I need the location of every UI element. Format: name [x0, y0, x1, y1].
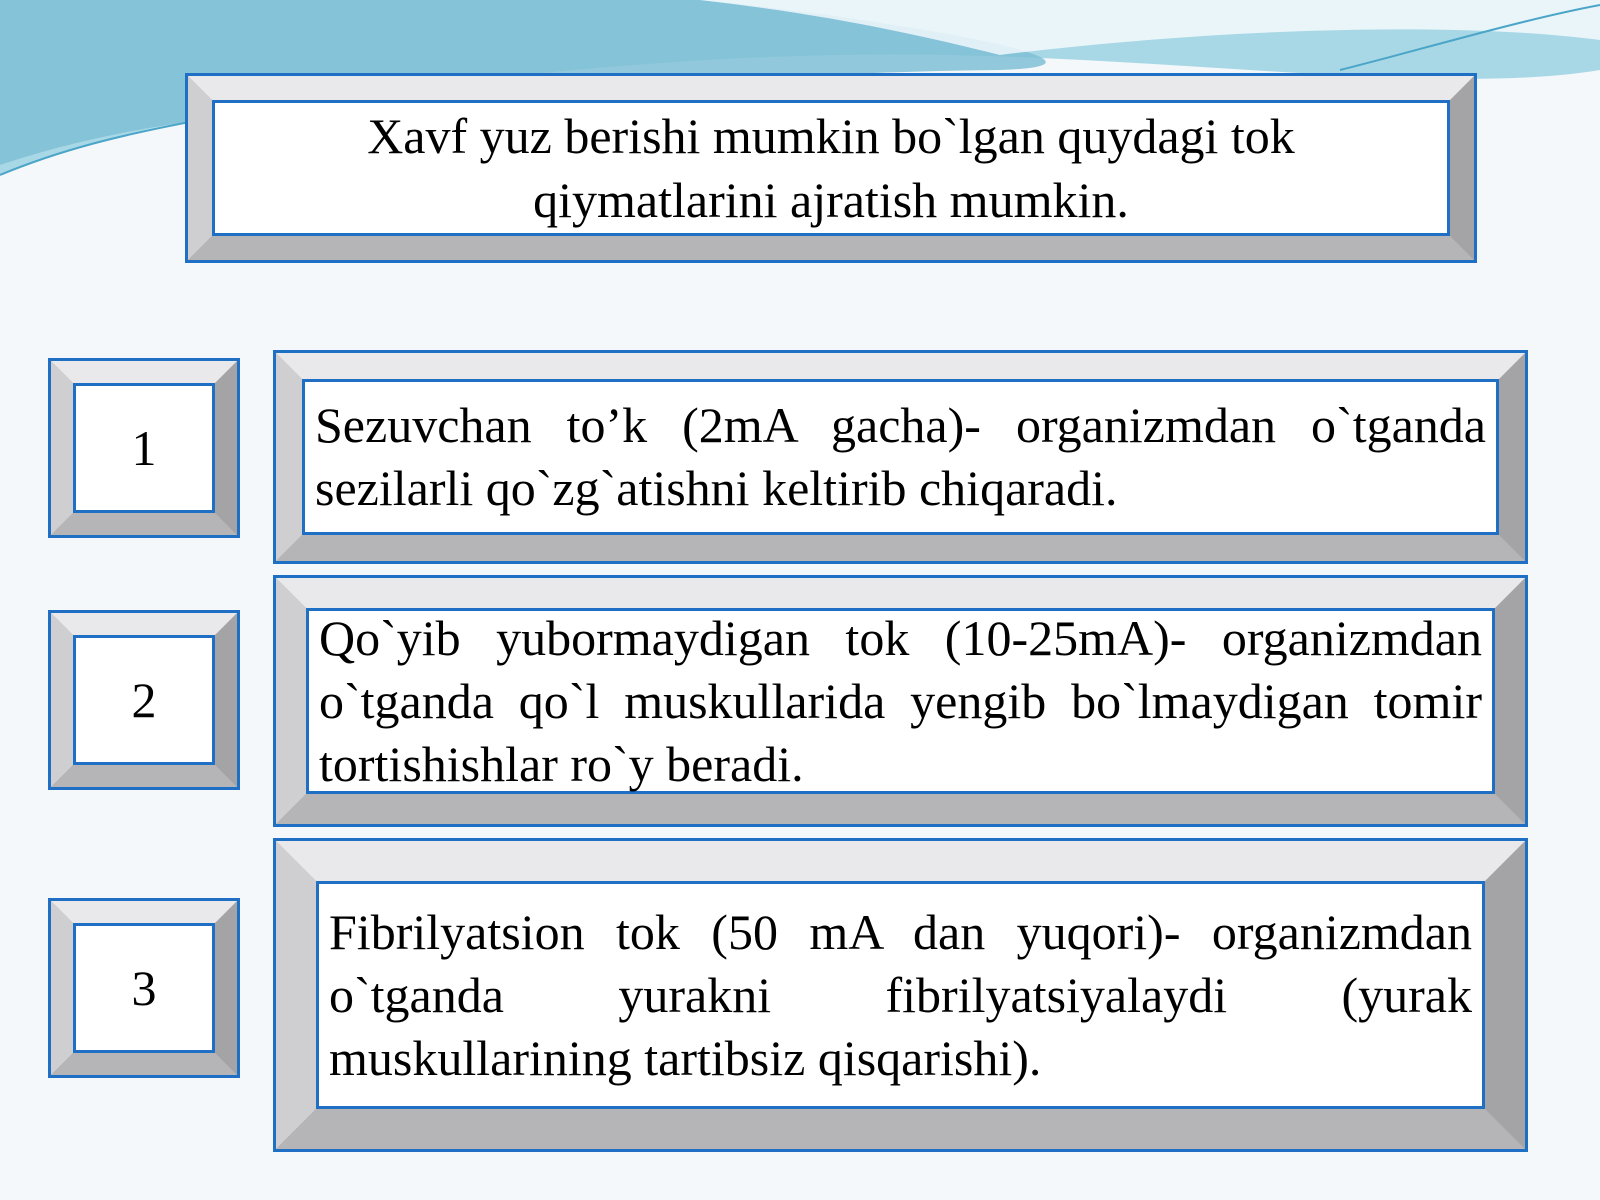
item-text-2: Qo`yib yubormaydigan tok (10-25mA)- organizmdan o`tganda qo`l muskullarida yengib bo`lmaydigan tomir tortishishlar ro`y beradi. — [319, 609, 1482, 792]
number-box-1 — [48, 358, 240, 538]
item-frame-2 — [273, 575, 1528, 827]
item-number: 3 — [131, 960, 157, 1016]
slide-title: Xavf yuz berishi mumkin bo`lgan quydagi tok qiymatlarini ajratish mumkin. — [367, 108, 1295, 228]
item-number: 1 — [131, 420, 157, 476]
item-frame-3 — [273, 838, 1528, 1152]
number-box-3 — [48, 898, 240, 1078]
item-text-3: Fibrilyatsion tok (50 mA dan yuqori)- organizmdan o`tganda yurakni fibrilyatsiyalaydi (yurak muskullarining tartibsiz qisqarishi). — [329, 903, 1472, 1086]
title-frame — [185, 73, 1477, 263]
item-number: 2 — [131, 672, 157, 728]
item-frame-1 — [273, 350, 1528, 564]
item-text-1: Sezuvchan to’k (2mA gacha)- organizmdan o`tganda sezilarli qo`zg`atishni keltirib chiqaradi. — [315, 397, 1486, 516]
number-box-2 — [48, 610, 240, 790]
